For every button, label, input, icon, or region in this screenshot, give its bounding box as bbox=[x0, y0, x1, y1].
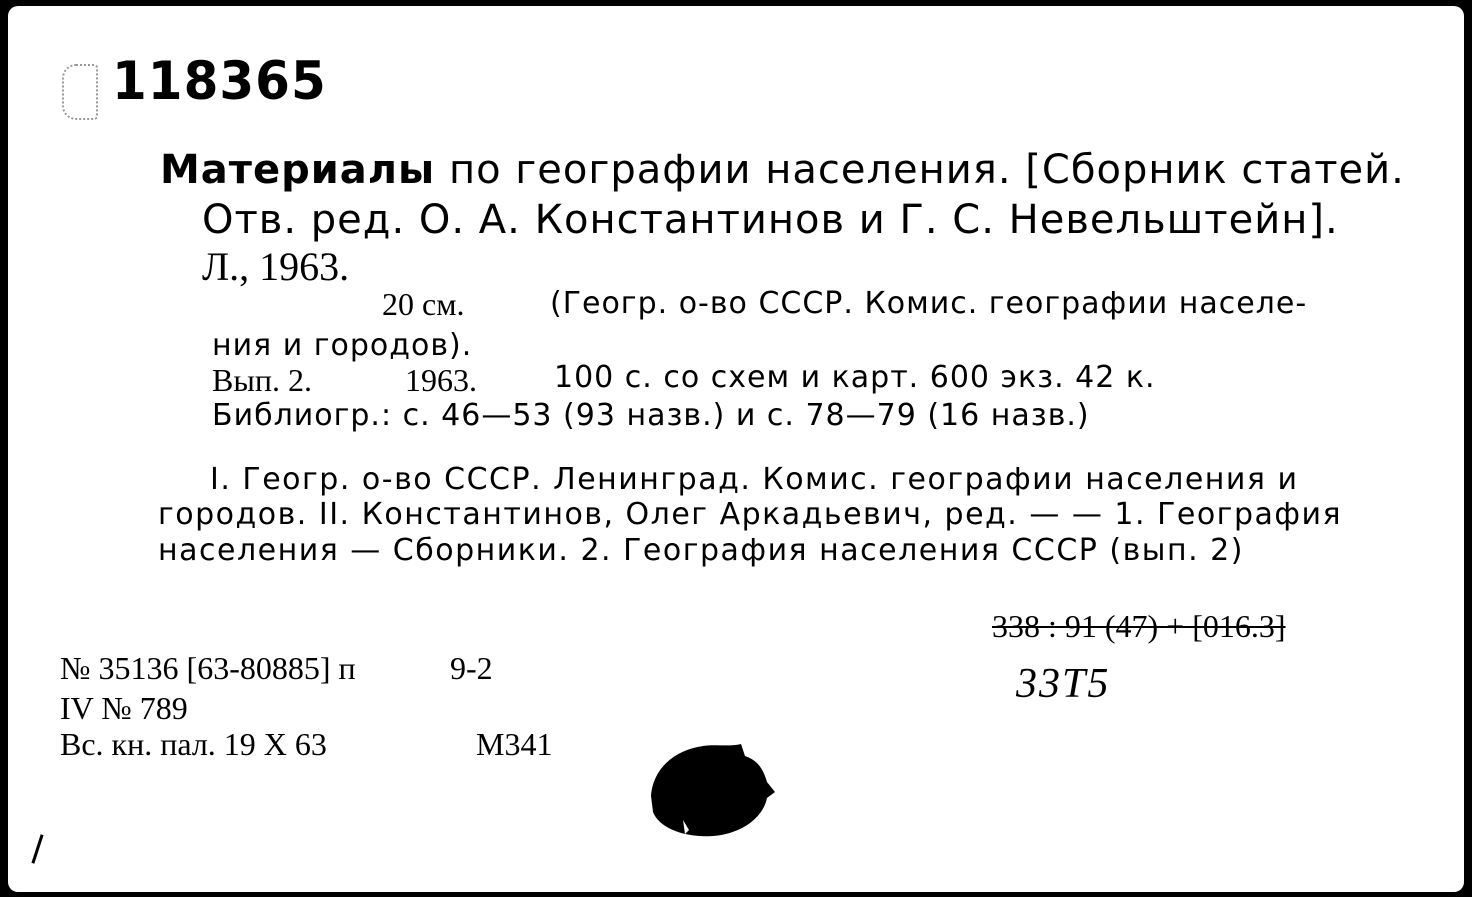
issue-year-text: 1963. bbox=[405, 362, 477, 398]
series-cont-text: ния и городов). bbox=[212, 328, 473, 363]
imprint-line: Л., 1963. bbox=[202, 244, 350, 289]
classification-crossed: 338 : 91 (47) + [016.3] bbox=[992, 608, 1286, 644]
notes-line-2: городов. II. Константинов, Олег Аркадьевич, ред. — — 1. География bbox=[158, 497, 1343, 532]
editors-line: Отв. ред. О. А. Константинов и Г. С. Невельштейн]. bbox=[202, 197, 1339, 243]
series-text: (Геогр. о-во СССР. Комис. географии населе- bbox=[550, 286, 1308, 321]
size-text: 20 см. bbox=[382, 286, 465, 322]
title-main-word: Материалы bbox=[160, 147, 436, 193]
bibliography-text: Библиогр.: с. 46—53 (93 назв.) и с. 78—79 (16 назв.) bbox=[212, 398, 1090, 433]
faded-stamp-mark bbox=[62, 64, 98, 120]
ink-blot bbox=[645, 738, 785, 843]
footer-chamber: Вс. кн. пал. 19 X 63 bbox=[60, 726, 327, 762]
notes-line-3: населения — Сборники. 2. География населения СССР (вып. 2) bbox=[158, 533, 1244, 568]
footer-inventory: IV № 789 bbox=[60, 690, 188, 726]
pages-text: 100 с. со схем и карт. 600 экз. 42 к. bbox=[554, 360, 1156, 395]
footer-record-number: № 35136 [63-80885] п bbox=[60, 650, 356, 686]
footer-code: М341 bbox=[476, 726, 553, 762]
title-rest: по географии населения. [Сборник статей. bbox=[448, 147, 1405, 193]
issue-text: Вып. 2. bbox=[212, 362, 312, 398]
footer-record-code: 9-2 bbox=[450, 650, 493, 686]
title-line bbox=[160, 147, 1405, 193]
classification-handwritten: 33Т5 bbox=[1016, 661, 1111, 707]
notes-line-1: I. Геогр. о-во СССР. Ленинград. Комис. географии населения и bbox=[210, 462, 1299, 497]
stamp-number: 118365 bbox=[112, 50, 327, 112]
